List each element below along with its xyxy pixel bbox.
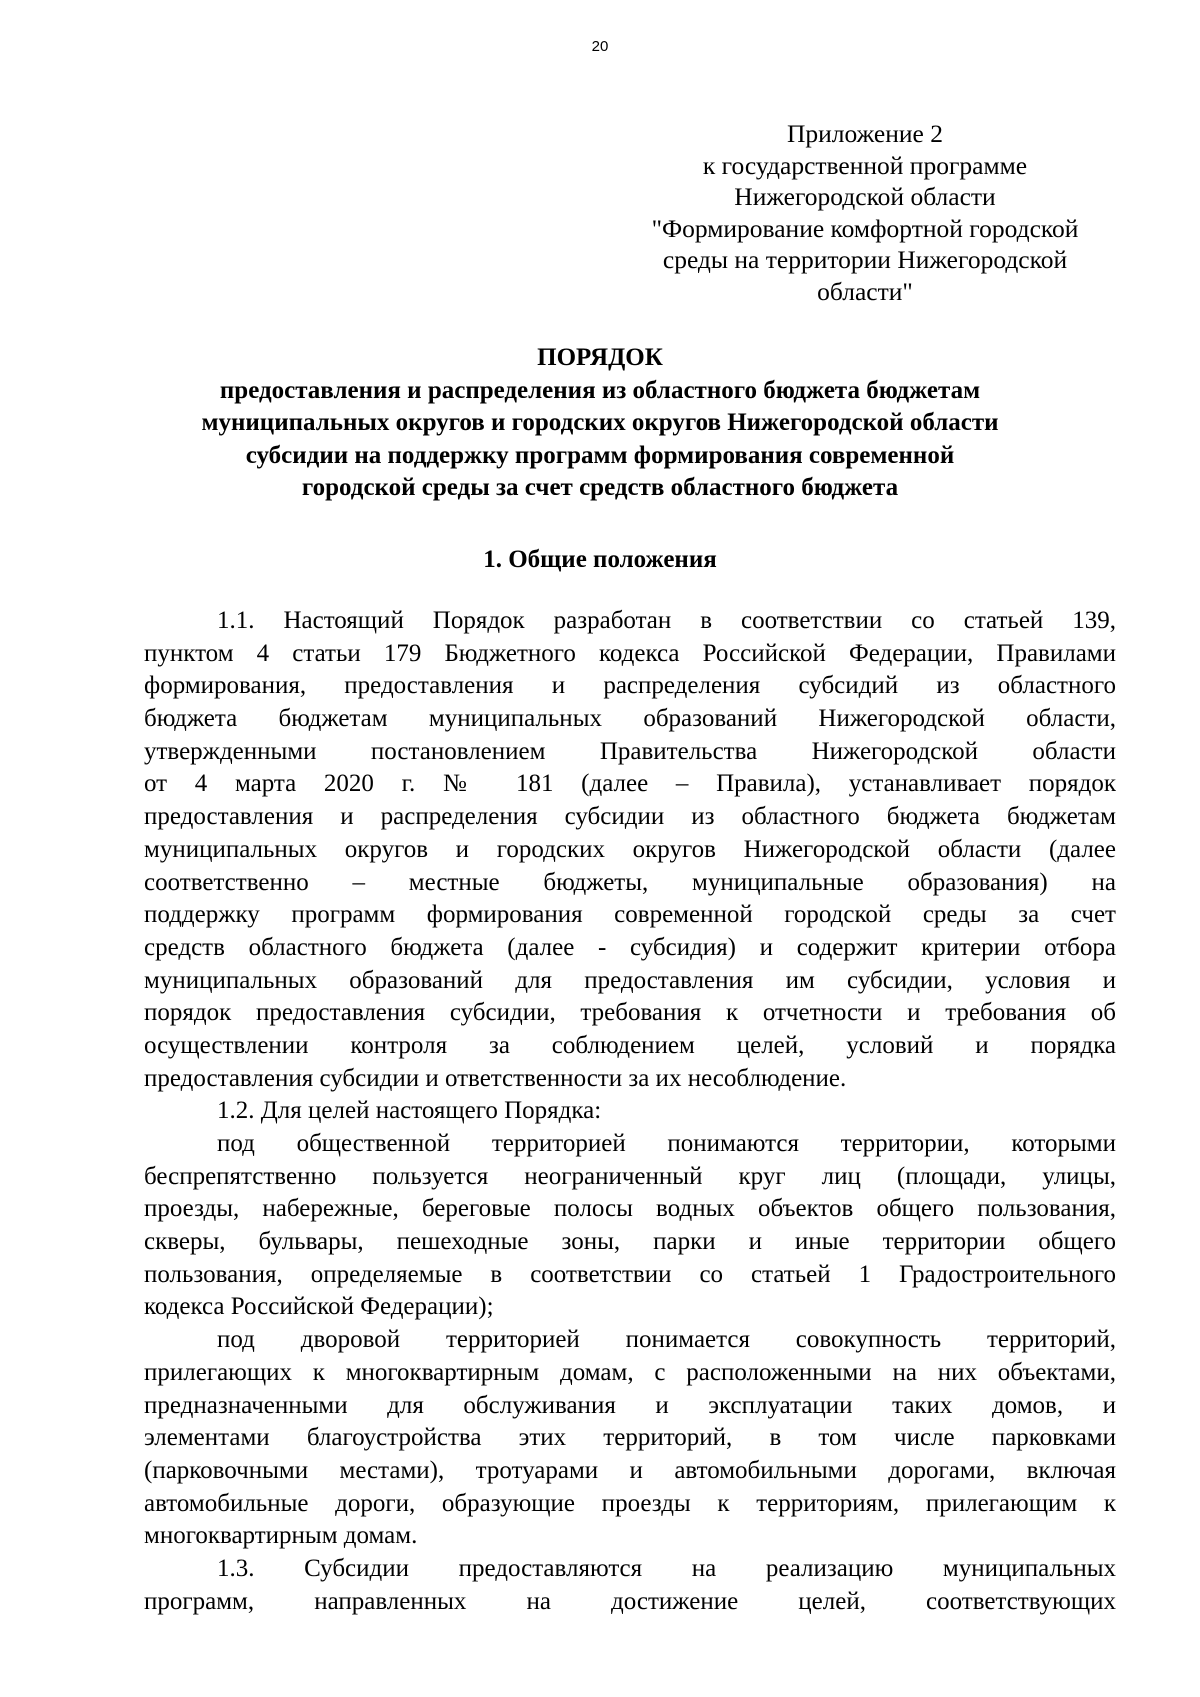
paragraph-line: осуществлении контроля за соблюдением целей, условий и порядка [144, 1031, 1116, 1059]
document-title [0, 342, 1200, 505]
title-subtitle-line: городской среды за счет средств областного бюджета [301, 474, 899, 501]
paragraph-line: поддержку программ формирования современной городской среды за счет [144, 901, 1116, 929]
paragraph-line: многоквартирным домам. [144, 1522, 418, 1550]
appendix-line: "Формирование комфортной городской [651, 213, 1079, 243]
page-number: 20 [591, 38, 609, 55]
paragraph-line: проезды, набережные, береговые полосы водных объектов общего пользования, [144, 1195, 1116, 1223]
paragraph-line: формирования, предоставления и распределения субсидий из областного [144, 672, 1116, 700]
paragraph-line: порядок предоставления субсидии, требования к отчетности и требования об [144, 999, 1116, 1027]
title-subtitle-line: субсидии на поддержку программ формирования современной [245, 441, 955, 469]
paragraph-line: 1.1. Настоящий Порядок разработан в соответствии со статьей 139, [217, 607, 1116, 634]
appendix-line: Приложение 2 [787, 119, 943, 148]
paragraph-line: пользования, определяемые в соответствии со статьей 1 Градостроительного [144, 1260, 1116, 1288]
paragraph-line: 1.2. Для целей настоящего Порядка: [217, 1097, 602, 1125]
paragraph-line: средств областного бюджета (далее - субсидия) и содержит критерии отбора [144, 933, 1116, 961]
paragraph-line: от 4 марта 2020 г. № 181 (далее – Правила), устанавливает порядок [144, 770, 1116, 798]
paragraph-line: муниципальных образований для предоставления им субсидии, условия и [144, 966, 1116, 994]
paragraph-line: (парковочными местами), тротуарами и автомобильными дорогами, включая [144, 1456, 1116, 1484]
paragraph-line: кодекса Российской Федерации); [144, 1293, 494, 1321]
paragraph-line: программ, направленных на достижение целей, соответствующих [144, 1587, 1116, 1615]
paragraph-line: беспрепятственно пользуется неограниченный круг лиц (площади, улицы, [144, 1162, 1116, 1190]
paragraph-line: элементами благоустройства этих территорий, в том числе парковками [144, 1424, 1116, 1452]
paragraph-line: соответственно – местные бюджеты, муниципальные образования) на [144, 868, 1116, 896]
paragraph-line: предоставления субсидии и ответственности за их несоблюдение. [144, 1064, 847, 1092]
title-heading: ПОРЯДОК [537, 344, 663, 371]
paragraph-line: предоставления и распределения субсидии из областного бюджета бюджетам [144, 803, 1116, 831]
title-subtitle-line: муниципальных округов и городских округов Нижегородской области [201, 409, 999, 436]
appendix-line: Нижегородской области [734, 182, 996, 211]
paragraph-line: пунктом 4 статьи 179 Бюджетного кодекса Российской Федерации, Правилами [144, 639, 1116, 667]
appendix-line: к государственной программе [702, 150, 1028, 180]
paragraph-line: под общественной территорией понимаются территории, которыми [217, 1130, 1116, 1157]
appendix-block [630, 118, 1100, 307]
paragraph-line: муниципальных округов и городских округов Нижегородской области (далее [144, 835, 1116, 863]
paragraph-line: 1.3. Субсидии предоставляются на реализацию муниципальных [217, 1554, 1116, 1582]
appendix-line: области" [817, 276, 913, 306]
paragraph-line: скверы, бульвары, пешеходные зоны, парки и иные территории общего [144, 1228, 1116, 1256]
title-subtitle-line: предоставления и распределения из областного бюджета бюджетам [219, 376, 981, 404]
paragraph-line: под дворовой территорией понимается совокупность территорий, [217, 1326, 1116, 1354]
paragraph-line: утвержденными постановлением Правительства Нижегородской области [144, 737, 1116, 765]
paragraph-line: автомобильные дороги, образующие проезды к территориям, прилегающим к [144, 1489, 1116, 1517]
body-text [144, 605, 1116, 1618]
paragraph-line: предназначенными для обслуживания и эксплуатации таких домов, и [144, 1391, 1116, 1419]
section-heading: 1. Общие положения [483, 546, 717, 573]
appendix-line: среды на территории Нижегородской [662, 245, 1068, 274]
paragraph-line: прилегающих к многоквартирным домам, с расположенными на них объектами, [144, 1358, 1116, 1386]
paragraph-line: бюджета бюджетам муниципальных образований Нижегородской области, [144, 705, 1116, 733]
